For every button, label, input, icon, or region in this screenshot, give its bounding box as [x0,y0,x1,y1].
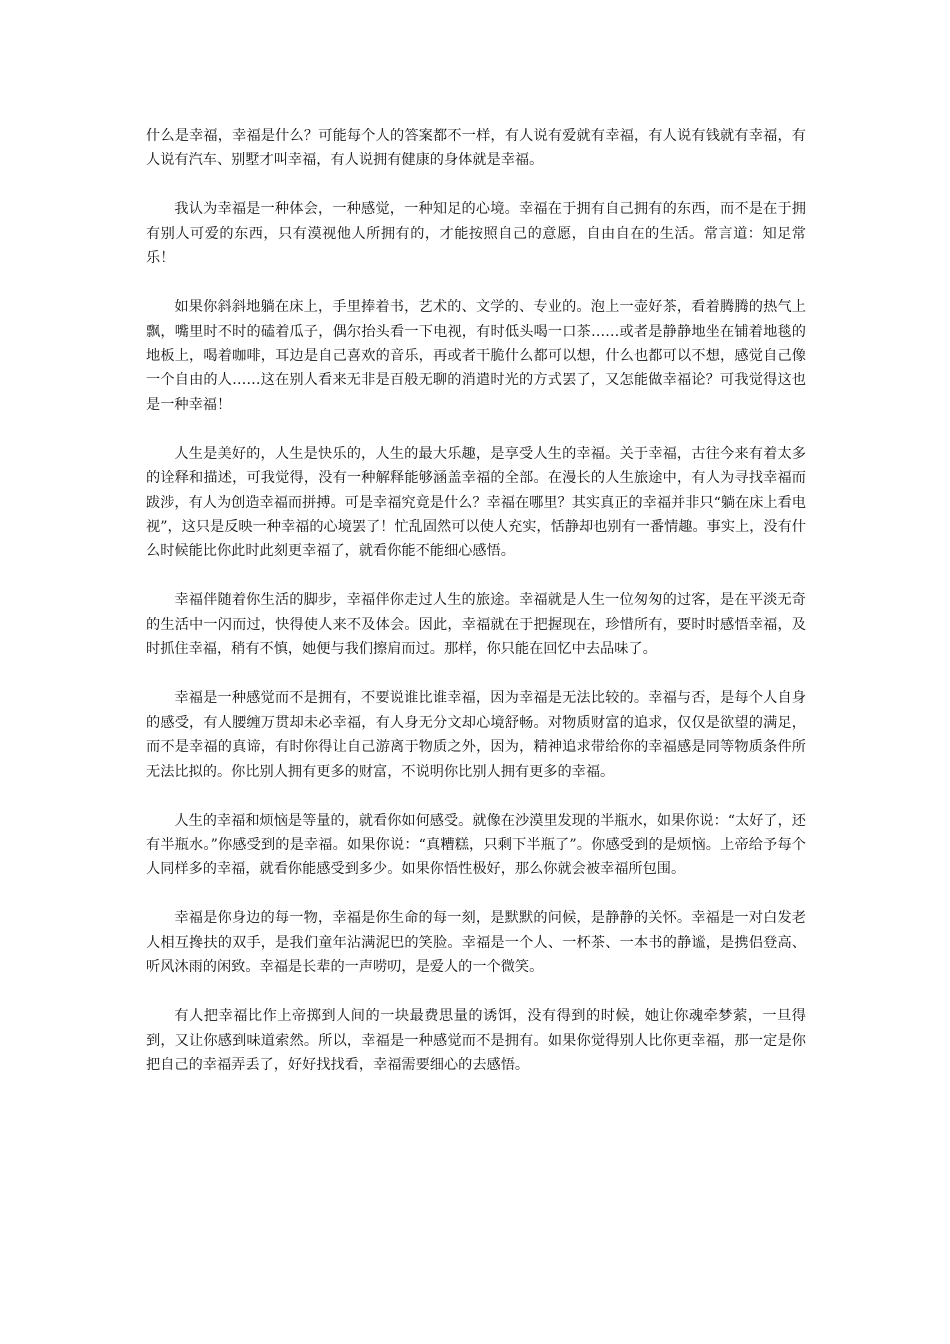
paragraph-7: 人生的幸福和烦恼是等量的，就看你如何感受。就像在沙漠里发现的半瓶水，如果你说：“太好了，还有半瓶水。”你感受到的是幸福。如果你说：“真糟糕，只剩下半瓶了”。你感受到的是烦恼。上帝给予每个人同样多的幸福，就看你能感受到多少。如果你悟性极好，那么你就会被幸福所包围。 [146,812,806,878]
paragraph-3: 如果你斜斜地躺在床上，手里捧着书，艺术的、文学的、专业的。泡上一壶好茶，看着腾腾的热气上飘，嘴里时不时的磕着瓜子，偶尔抬头看一下电视，有时低头喝一口茶……或者是静静地坐在铺着地毯的地板上，喝着咖啡，耳边是自己喜欢的音乐，再或者干脆什么都可以想，什么也都可以不想，感觉自己像一个自由的人……这在别人看来无非是百般无聊的消遣时光的方式罢了，又怎能做幸福论？可我觉得这也是一种幸福！ [146,299,806,413]
paragraph-8: 幸福是你身边的每一物，幸福是你生命的每一刻，是默默的问候，是静静的关怀。幸福是一对白发老人相互搀扶的双手，是我们童年沾满泥巴的笑脸。幸福是一个人、一杯茶、一本书的静谧，是携侣登高、听风沐雨的闲致。幸福是长辈的一声唠叨，是爱人的一个微笑。 [146,910,806,976]
paragraph-6: 幸福是一种感觉而不是拥有，不要说谁比谁幸福，因为幸福是无法比较的。幸福与否，是每个人自身的感受，有人腰缠万贯却未必幸福，有人身无分文却心境舒畅。对物质财富的追求，仅仅是欲望的满足，而不是幸福的真谛，有时你得让自己游离于物质之外，因为，精神追求带给你的幸福感是同等物质条件所无法比拟的。你比别人拥有更多的财富，不说明你比别人拥有更多的幸福。 [146,690,806,780]
paragraph-9: 有人把幸福比作上帝掷到人间的一块最费思量的诱饵，没有得到的时候，她让你魂牵梦萦，一旦得到，又让你感到味道索然。所以，幸福是一种感觉而不是拥有。如果你觉得别人比你更幸福，那一定是你把自己的幸福弄丢了，好好找找看，幸福需要细心的去感悟。 [146,1008,806,1073]
paragraph-1: 什么是幸福，幸福是什么？可能每个人的答案都不一样，有人说有爱就有幸福，有人说有钱就有幸福，有人说有汽车、别墅才叫幸福，有人说拥有健康的身体就是幸福。 [146,128,806,169]
paragraph-2: 我认为幸福是一种体会，一种感觉，一种知足的心境。幸福在于拥有自己拥有的东西，而不是在于拥有别人可爱的东西，只有漠视他人所拥有的，才能按照自己的意愿，自由自在的生活。常言道：知足常乐！ [146,201,806,267]
paragraph-5: 幸福伴随着你生活的脚步，幸福伴你走过人生的旅途。幸福就是人生一位匆匆的过客，是在平淡无奇的生活中一闪而过，快得使人来不及体会。因此，幸福就在于把握现在，珍惜所有，要时时感悟幸福，及时抓住幸福，稍有不慎，她便与我们擦肩而过。那样，你只能在回忆中去品味了。 [146,592,806,658]
article-body [146,124,806,1102]
paragraph-4: 人生是美好的，人生是快乐的，人生的最大乐趣，是享受人生的幸福。关于幸福，古往今来有着太多的诠释和描述，可我觉得，没有一种解释能够涵盖幸福的全部。在漫长的人生旅途中，有人为寻找幸福而跋涉，有人为创造幸福而拼搏。可是幸福究竟是什么？幸福在哪里？其实真正的幸福并非只“躺在床上看电视”，这只是反映一种幸福的心境罢了！忙乱固然可以使人充实，恬静却也别有一番情趣。事实上，没有什么时候能比你此时此刻更幸福了，就看你能不能细心感悟。 [146,445,806,560]
